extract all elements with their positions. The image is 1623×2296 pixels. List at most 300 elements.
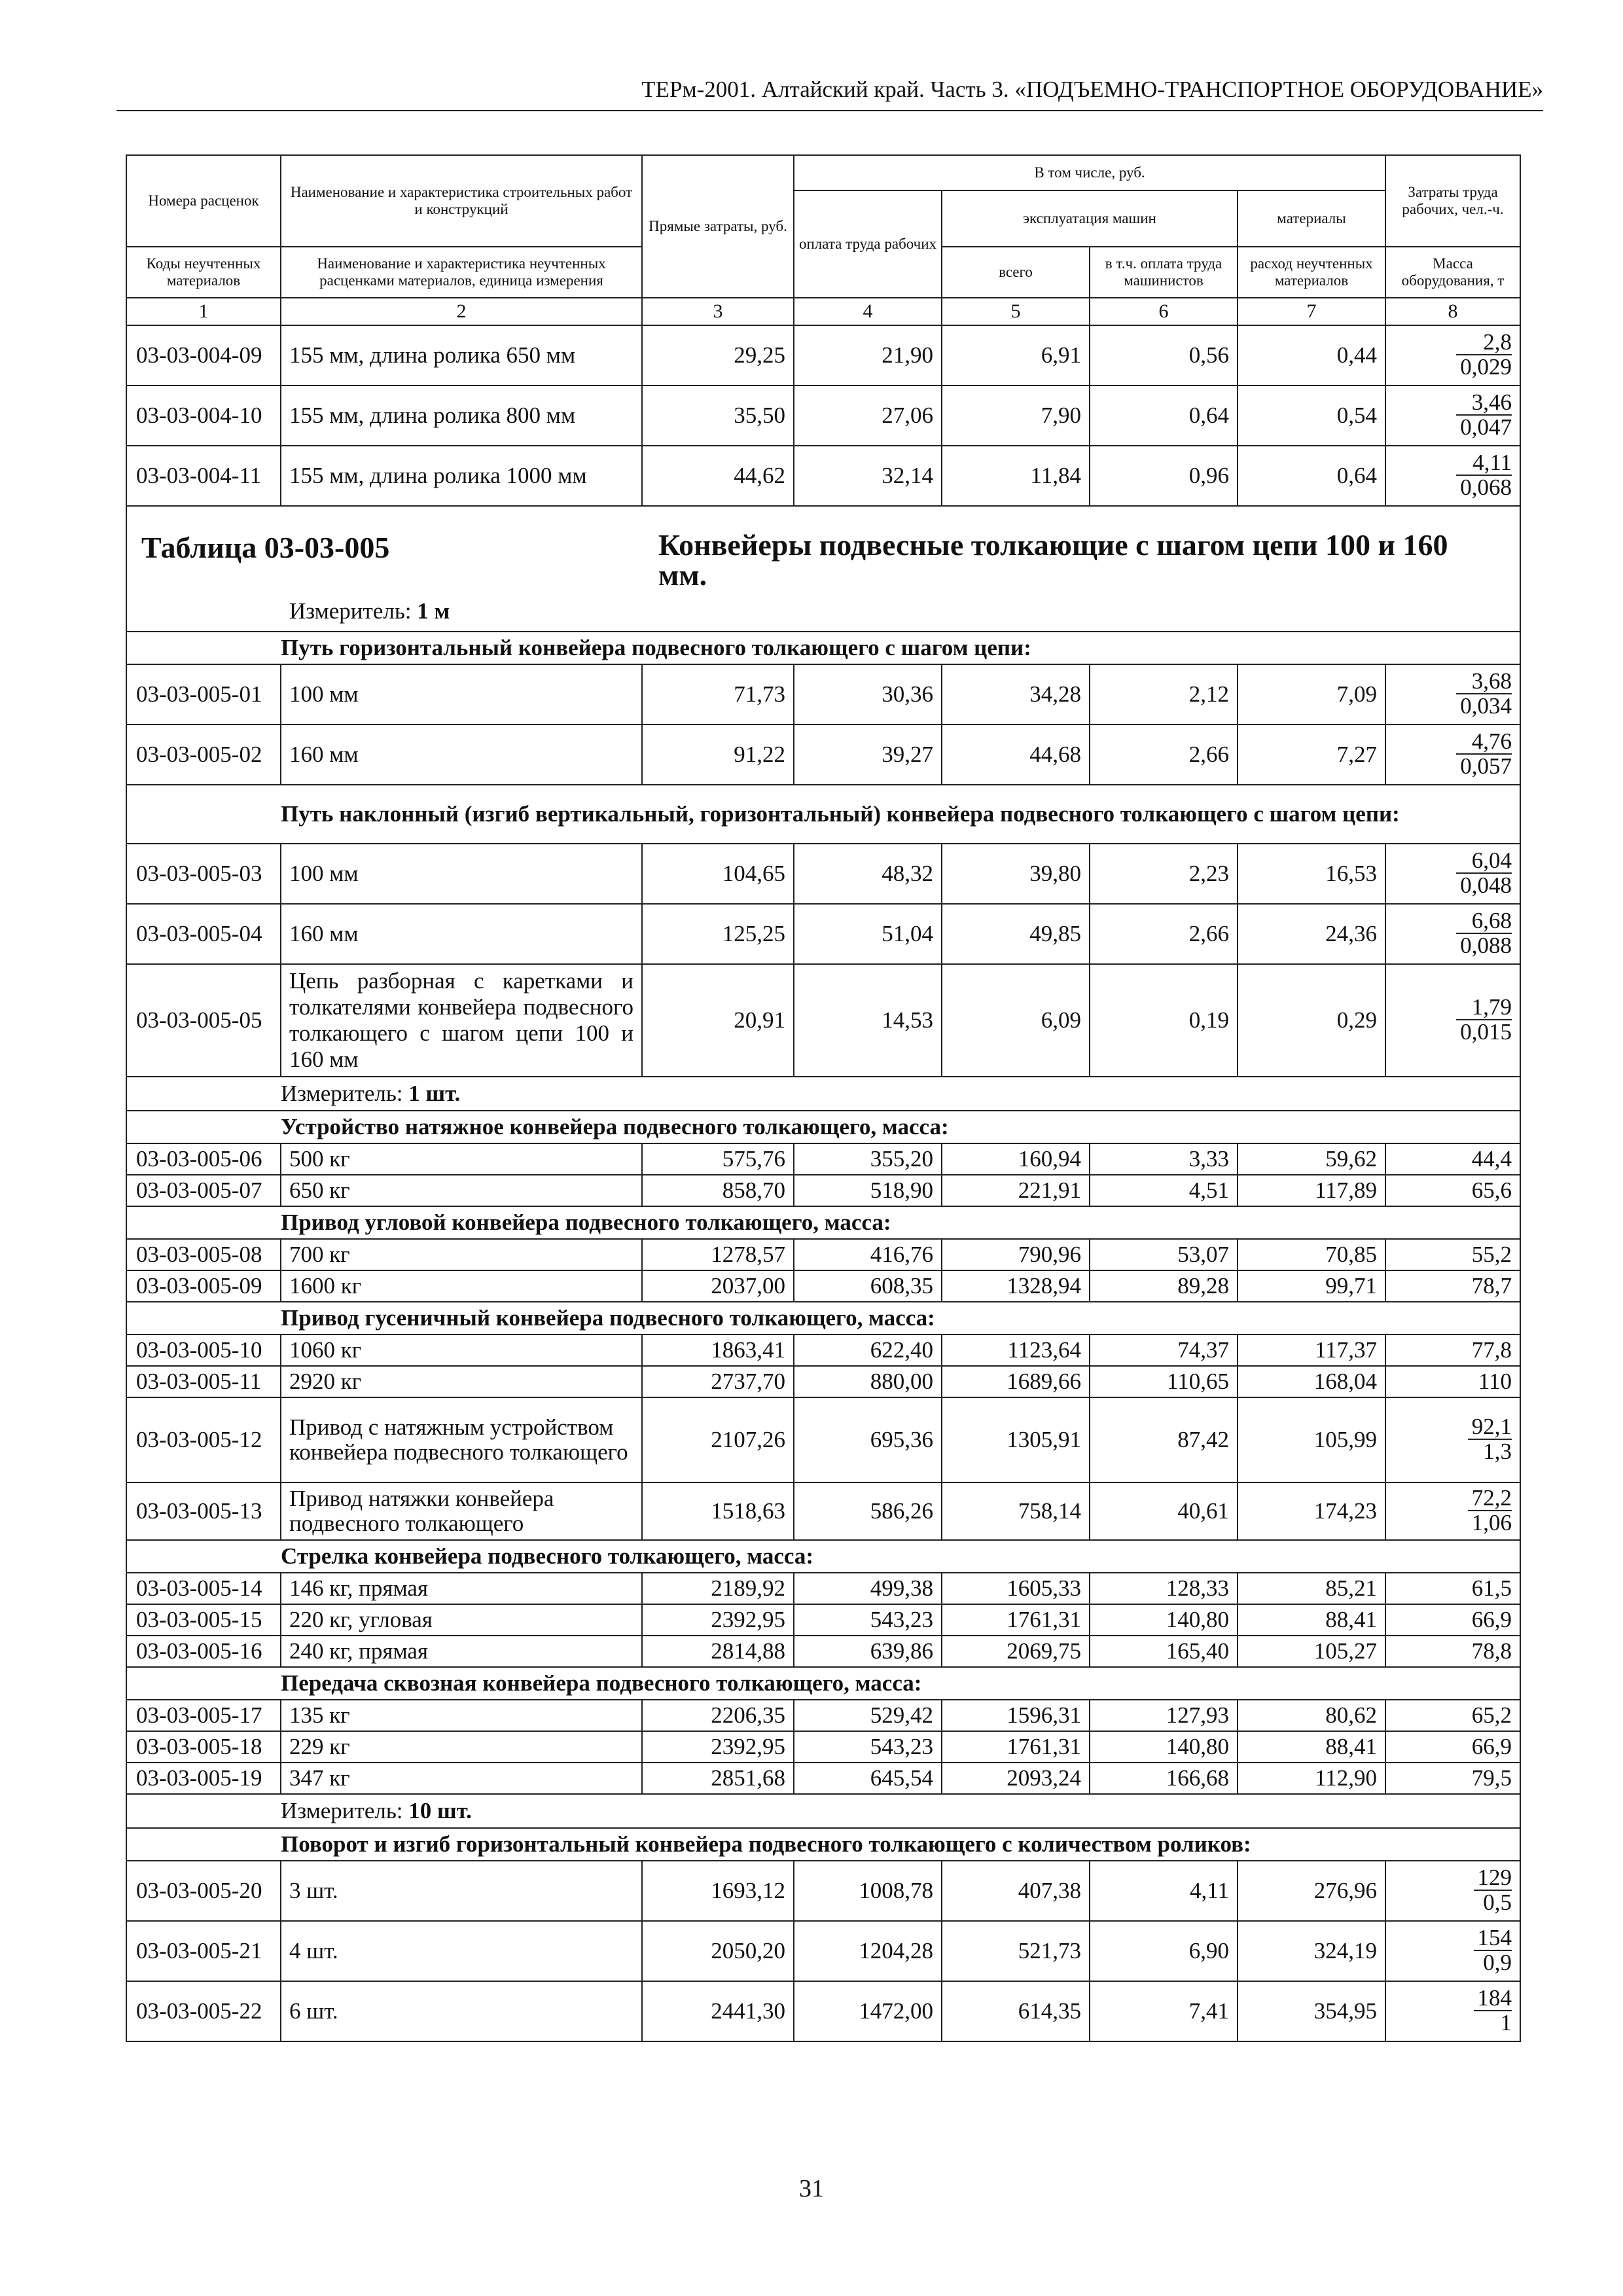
header-code-unacc: Коды неучтенных материалов bbox=[126, 247, 281, 298]
direct-cost: 2441,30 bbox=[642, 1981, 794, 2041]
machines-total: 1761,31 bbox=[942, 1731, 1090, 1763]
rate-name: 100 мм bbox=[281, 664, 642, 725]
machines-total: 2069,75 bbox=[942, 1636, 1090, 1667]
labor-mass-fraction bbox=[1474, 1866, 1512, 1914]
machines-pay: 128,33 bbox=[1090, 1573, 1238, 1604]
section-spacer bbox=[126, 1302, 281, 1335]
direct-cost: 1693,12 bbox=[642, 1861, 794, 1921]
materials: 112,90 bbox=[1238, 1763, 1385, 1794]
labor-mass: 78,8 bbox=[1385, 1636, 1520, 1667]
column-numbers-row bbox=[126, 298, 1520, 325]
direct-cost: 44,62 bbox=[642, 446, 794, 506]
machines-total: 6,09 bbox=[942, 964, 1090, 1077]
materials: 7,09 bbox=[1238, 664, 1385, 725]
mass-value: 0,068 bbox=[1460, 475, 1512, 500]
measure-unit: 1 м bbox=[417, 598, 450, 624]
materials: 0,44 bbox=[1238, 325, 1385, 386]
rate-name: 2920 кг bbox=[281, 1366, 642, 1397]
mass-value: 0,047 bbox=[1460, 414, 1512, 440]
materials: 105,99 bbox=[1238, 1397, 1385, 1482]
table-caption: Конвейеры подвесные толкающие с шагом цепи 100 и 160 мм. bbox=[658, 528, 1448, 592]
table-row bbox=[126, 1604, 1520, 1636]
rate-name: 650 кг bbox=[281, 1175, 642, 1206]
header-direct: Прямые затраты, руб. bbox=[642, 155, 794, 298]
materials: 88,41 bbox=[1238, 1731, 1385, 1763]
machines-total: 39,80 bbox=[942, 844, 1090, 904]
direct-cost: 2392,95 bbox=[642, 1604, 794, 1636]
header-name: Наименование и характеристика строительных работ и конструкций bbox=[281, 155, 642, 247]
rate-name: 155 мм, длина ролика 650 мм bbox=[281, 325, 642, 386]
machines-total: 1761,31 bbox=[942, 1604, 1090, 1636]
machines-pay: 3,33 bbox=[1090, 1143, 1238, 1175]
section-title: Привод гусеничный конвейера подвесного толкающего, масса: bbox=[281, 1302, 1520, 1335]
header-labor: Затраты труда рабочих, чел.-ч. bbox=[1385, 155, 1520, 247]
labor-mass bbox=[1385, 446, 1520, 506]
labor-mass bbox=[1385, 1482, 1520, 1540]
labor-mass bbox=[1385, 725, 1520, 785]
table-row bbox=[126, 1700, 1520, 1731]
machines-total: 49,85 bbox=[942, 904, 1090, 964]
materials: 70,85 bbox=[1238, 1239, 1385, 1270]
section-title: Путь наклонный (изгиб вертикальный, горизонтальный) конвейера подвесного толкающего с шагом цепи: bbox=[281, 785, 1520, 844]
measure-row-3 bbox=[126, 1794, 1520, 1828]
machines-total: 758,14 bbox=[942, 1482, 1090, 1540]
labor-mass-fraction bbox=[1456, 391, 1512, 439]
rate-code: 03-03-004-10 bbox=[126, 386, 281, 446]
labor-mass: 77,8 bbox=[1385, 1335, 1520, 1366]
measure-row-2 bbox=[126, 1077, 1520, 1111]
machines-total: 160,94 bbox=[942, 1143, 1090, 1175]
rate-name: 160 мм bbox=[281, 725, 642, 785]
table-row bbox=[126, 1397, 1520, 1482]
materials: 174,23 bbox=[1238, 1482, 1385, 1540]
labor-mass: 65,6 bbox=[1385, 1175, 1520, 1206]
rate-code: 03-03-005-10 bbox=[126, 1335, 281, 1366]
rate-code: 03-03-005-21 bbox=[126, 1921, 281, 1981]
section-heading-row bbox=[126, 632, 1520, 664]
section-heading-row bbox=[126, 1667, 1520, 1700]
machines-pay: 87,42 bbox=[1090, 1397, 1238, 1482]
labor-mass: 79,5 bbox=[1385, 1763, 1520, 1794]
labor-pay: 543,23 bbox=[794, 1604, 942, 1636]
labor-mass: 61,5 bbox=[1385, 1573, 1520, 1604]
direct-cost: 35,50 bbox=[642, 386, 794, 446]
rate-name: 4 шт. bbox=[281, 1921, 642, 1981]
table-title-row bbox=[126, 506, 1520, 632]
labor-value: 2,8 bbox=[1456, 331, 1512, 355]
machines-pay: 4,11 bbox=[1090, 1861, 1238, 1921]
section-title: Передача сквозная конвейера подвесного толкающего, масса: bbox=[281, 1667, 1520, 1700]
section-heading-row bbox=[126, 1540, 1520, 1573]
materials: 85,21 bbox=[1238, 1573, 1385, 1604]
table-row bbox=[126, 1861, 1520, 1921]
header-machines-total: всего bbox=[942, 247, 1090, 298]
page-number: 31 bbox=[799, 2175, 824, 2202]
section-title: Стрелка конвейера подвесного толкающего, масса: bbox=[281, 1540, 1520, 1573]
machines-total: 1689,66 bbox=[942, 1366, 1090, 1397]
machines-pay: 166,68 bbox=[1090, 1763, 1238, 1794]
section-heading-row bbox=[126, 1302, 1520, 1335]
rate-code: 03-03-005-19 bbox=[126, 1763, 281, 1794]
machines-pay: 89,28 bbox=[1090, 1270, 1238, 1302]
mass-value: 0,034 bbox=[1460, 693, 1512, 719]
rate-code: 03-03-005-02 bbox=[126, 725, 281, 785]
labor-mass-fraction bbox=[1474, 1986, 1512, 2035]
machines-total: 34,28 bbox=[942, 664, 1090, 725]
header-row-1 bbox=[126, 155, 1520, 190]
section-title: Поворот и изгиб горизонтальный конвейера подвесного толкающего с количеством роликов: bbox=[281, 1828, 1520, 1861]
section-spacer bbox=[126, 1667, 281, 1700]
table-row bbox=[126, 1921, 1520, 1981]
labor-pay: 14,53 bbox=[794, 964, 942, 1077]
labor-pay: 27,06 bbox=[794, 386, 942, 446]
machines-total: 1305,91 bbox=[942, 1397, 1090, 1482]
rate-code: 03-03-005-03 bbox=[126, 844, 281, 904]
rate-code: 03-03-005-08 bbox=[126, 1239, 281, 1270]
machines-pay: 53,07 bbox=[1090, 1239, 1238, 1270]
table-row bbox=[126, 1636, 1520, 1667]
materials: 117,37 bbox=[1238, 1335, 1385, 1366]
mass-value: 0,029 bbox=[1460, 354, 1512, 380]
header-code: Номера расценок bbox=[126, 155, 281, 247]
rate-name: 135 кг bbox=[281, 1700, 642, 1731]
rate-code: 03-03-005-18 bbox=[126, 1731, 281, 1763]
materials: 0,64 bbox=[1238, 446, 1385, 506]
labor-value: 6,68 bbox=[1456, 909, 1512, 934]
col-num: 3 bbox=[642, 298, 794, 325]
direct-cost: 2737,70 bbox=[642, 1366, 794, 1397]
labor-value: 72,2 bbox=[1468, 1486, 1512, 1511]
rate-code: 03-03-005-20 bbox=[126, 1861, 281, 1921]
table-row bbox=[126, 325, 1520, 386]
labor-mass bbox=[1385, 1981, 1520, 2041]
machines-pay: 40,61 bbox=[1090, 1482, 1238, 1540]
rate-name: 229 кг bbox=[281, 1731, 642, 1763]
labor-value: 184 bbox=[1474, 1986, 1512, 2011]
direct-cost: 2206,35 bbox=[642, 1700, 794, 1731]
rate-name: 240 кг, прямая bbox=[281, 1636, 642, 1667]
labor-mass bbox=[1385, 964, 1520, 1077]
labor-mass bbox=[1385, 1861, 1520, 1921]
rate-code: 03-03-005-16 bbox=[126, 1636, 281, 1667]
machines-total: 1328,94 bbox=[942, 1270, 1090, 1302]
rate-code: 03-03-005-11 bbox=[126, 1366, 281, 1397]
header-machines: эксплуатация машин bbox=[942, 190, 1238, 247]
measure-label: Измеритель: bbox=[289, 598, 412, 624]
labor-mass-fraction bbox=[1456, 909, 1512, 958]
table-row bbox=[126, 664, 1520, 725]
labor-value: 4,11 bbox=[1456, 451, 1512, 476]
labor-mass: 65,2 bbox=[1385, 1700, 1520, 1731]
section-spacer bbox=[126, 632, 281, 664]
labor-value: 154 bbox=[1474, 1926, 1512, 1951]
col-num: 5 bbox=[942, 298, 1090, 325]
rate-name: 146 кг, прямая bbox=[281, 1573, 642, 1604]
table-row bbox=[126, 1366, 1520, 1397]
rate-code: 03-03-005-06 bbox=[126, 1143, 281, 1175]
materials: 16,53 bbox=[1238, 844, 1385, 904]
labor-mass-fraction bbox=[1456, 849, 1512, 897]
rate-name: 3 шт. bbox=[281, 1861, 642, 1921]
mass-value: 0,5 bbox=[1483, 1890, 1512, 1915]
machines-pay: 127,93 bbox=[1090, 1700, 1238, 1731]
machines-pay: 0,56 bbox=[1090, 325, 1238, 386]
machines-pay: 4,51 bbox=[1090, 1175, 1238, 1206]
rate-name: Привод натяжки конвейера подвесного толкающего bbox=[281, 1482, 642, 1540]
labor-value: 3,46 bbox=[1456, 391, 1512, 416]
rate-name: 1600 кг bbox=[281, 1270, 642, 1302]
col-num: 1 bbox=[126, 298, 281, 325]
labor-pay: 622,40 bbox=[794, 1335, 942, 1366]
materials: 0,54 bbox=[1238, 386, 1385, 446]
rate-code: 03-03-005-14 bbox=[126, 1573, 281, 1604]
mass-value: 0,048 bbox=[1460, 872, 1512, 898]
direct-cost: 2037,00 bbox=[642, 1270, 794, 1302]
labor-value: 6,04 bbox=[1456, 849, 1512, 874]
rate-name: 500 кг bbox=[281, 1143, 642, 1175]
labor-mass bbox=[1385, 1397, 1520, 1482]
header-machines-pay: в т.ч. оплата труда машинистов bbox=[1090, 247, 1238, 298]
mass-value: 0,088 bbox=[1460, 933, 1512, 958]
labor-value: 129 bbox=[1474, 1866, 1512, 1891]
labor-pay: 30,36 bbox=[794, 664, 942, 725]
table-row bbox=[126, 964, 1520, 1077]
machines-total: 614,35 bbox=[942, 1981, 1090, 2041]
section-spacer bbox=[126, 1540, 281, 1573]
table-row bbox=[126, 1981, 1520, 2041]
labor-value: 92,1 bbox=[1468, 1415, 1512, 1440]
machines-pay: 165,40 bbox=[1090, 1636, 1238, 1667]
table-row bbox=[126, 1270, 1520, 1302]
mass-value: 0,015 bbox=[1460, 1019, 1512, 1045]
materials: 80,62 bbox=[1238, 1700, 1385, 1731]
machines-pay: 0,96 bbox=[1090, 446, 1238, 506]
rates-table bbox=[126, 154, 1521, 2042]
direct-cost: 1278,57 bbox=[642, 1239, 794, 1270]
machines-total: 1596,31 bbox=[942, 1700, 1090, 1731]
labor-mass bbox=[1385, 844, 1520, 904]
machines-pay: 110,65 bbox=[1090, 1366, 1238, 1397]
labor-mass: 55,2 bbox=[1385, 1239, 1520, 1270]
labor-pay: 1472,00 bbox=[794, 1981, 942, 2041]
machines-pay: 74,37 bbox=[1090, 1335, 1238, 1366]
labor-pay: 32,14 bbox=[794, 446, 942, 506]
machines-pay: 6,90 bbox=[1090, 1921, 1238, 1981]
table-row bbox=[126, 1239, 1520, 1270]
machines-pay: 2,66 bbox=[1090, 904, 1238, 964]
measure-unit: 10 шт. bbox=[408, 1798, 472, 1823]
labor-pay: 586,26 bbox=[794, 1482, 942, 1540]
rate-code: 03-03-005-22 bbox=[126, 1981, 281, 2041]
mass-value: 0,9 bbox=[1483, 1950, 1512, 1975]
machines-pay: 2,23 bbox=[1090, 844, 1238, 904]
machines-pay: 7,41 bbox=[1090, 1981, 1238, 2041]
col-num: 8 bbox=[1385, 298, 1520, 325]
machines-total: 2093,24 bbox=[942, 1763, 1090, 1794]
labor-mass bbox=[1385, 904, 1520, 964]
labor-mass-fraction bbox=[1456, 996, 1512, 1044]
machines-total: 1123,64 bbox=[942, 1335, 1090, 1366]
col-num: 7 bbox=[1238, 298, 1385, 325]
mass-value: 1,06 bbox=[1471, 1510, 1512, 1535]
table-row bbox=[126, 1573, 1520, 1604]
materials: 105,27 bbox=[1238, 1636, 1385, 1667]
direct-cost: 71,73 bbox=[642, 664, 794, 725]
table-row bbox=[126, 446, 1520, 506]
labor-pay: 695,36 bbox=[794, 1397, 942, 1482]
table-label: Таблица 03-03-005 bbox=[141, 531, 390, 564]
labor-pay: 543,23 bbox=[794, 1731, 942, 1763]
direct-cost: 575,76 bbox=[642, 1143, 794, 1175]
direct-cost: 2392,95 bbox=[642, 1731, 794, 1763]
labor-mass: 110 bbox=[1385, 1366, 1520, 1397]
materials: 117,89 bbox=[1238, 1175, 1385, 1206]
machines-pay: 0,64 bbox=[1090, 386, 1238, 446]
machines-total: 6,91 bbox=[942, 325, 1090, 386]
materials: 276,96 bbox=[1238, 1861, 1385, 1921]
table-row bbox=[126, 1175, 1520, 1206]
section-spacer bbox=[126, 1111, 281, 1143]
rate-name: 6 шт. bbox=[281, 1981, 642, 2041]
labor-pay: 518,90 bbox=[794, 1175, 942, 1206]
section-spacer bbox=[126, 1206, 281, 1239]
labor-mass bbox=[1385, 1921, 1520, 1981]
labor-mass-fraction bbox=[1456, 730, 1512, 778]
header-mass: Масса оборудования, т bbox=[1385, 247, 1520, 298]
labor-mass-fraction bbox=[1456, 670, 1512, 718]
machines-total: 7,90 bbox=[942, 386, 1090, 446]
col-num: 6 bbox=[1090, 298, 1238, 325]
table-row bbox=[126, 1731, 1520, 1763]
rate-code: 03-03-005-01 bbox=[126, 664, 281, 725]
section-heading-row bbox=[126, 1206, 1520, 1239]
direct-cost: 20,91 bbox=[642, 964, 794, 1077]
direct-cost: 125,25 bbox=[642, 904, 794, 964]
labor-pay: 608,35 bbox=[794, 1270, 942, 1302]
labor-pay: 499,38 bbox=[794, 1573, 942, 1604]
header-labor-pay: оплата труда рабочих bbox=[794, 190, 942, 298]
labor-pay: 639,86 bbox=[794, 1636, 942, 1667]
materials: 168,04 bbox=[1238, 1366, 1385, 1397]
labor-pay: 21,90 bbox=[794, 325, 942, 386]
machines-pay: 0,19 bbox=[1090, 964, 1238, 1077]
direct-cost: 2107,26 bbox=[642, 1397, 794, 1482]
direct-cost: 29,25 bbox=[642, 325, 794, 386]
labor-pay: 51,04 bbox=[794, 904, 942, 964]
header-incl: В том числе, руб. bbox=[794, 155, 1385, 190]
rate-name: 100 мм bbox=[281, 844, 642, 904]
rate-code: 03-03-004-09 bbox=[126, 325, 281, 386]
machines-total: 1605,33 bbox=[942, 1573, 1090, 1604]
machines-total: 44,68 bbox=[942, 725, 1090, 785]
section-heading-row bbox=[126, 1828, 1520, 1861]
section-spacer bbox=[126, 1828, 281, 1861]
labor-mass bbox=[1385, 325, 1520, 386]
labor-mass-fraction bbox=[1468, 1415, 1512, 1463]
materials: 59,62 bbox=[1238, 1143, 1385, 1175]
mass-value: 0,057 bbox=[1460, 753, 1512, 779]
measure-unit: 1 шт. bbox=[408, 1081, 461, 1106]
direct-cost: 2050,20 bbox=[642, 1921, 794, 1981]
rate-code: 03-03-005-04 bbox=[126, 904, 281, 964]
direct-cost: 2189,92 bbox=[642, 1573, 794, 1604]
labor-mass-fraction bbox=[1474, 1926, 1512, 1975]
machines-total: 521,73 bbox=[942, 1921, 1090, 1981]
rate-name: 220 кг, угловая bbox=[281, 1604, 642, 1636]
machines-total: 11,84 bbox=[942, 446, 1090, 506]
labor-mass-fraction bbox=[1456, 451, 1512, 499]
machines-total: 221,91 bbox=[942, 1175, 1090, 1206]
direct-cost: 2814,88 bbox=[642, 1636, 794, 1667]
labor-value: 1,79 bbox=[1456, 996, 1512, 1020]
labor-mass-fraction bbox=[1468, 1486, 1512, 1535]
labor-mass bbox=[1385, 386, 1520, 446]
document-title: ТЕРм-2001. Алтайский край. Часть 3. «ПОДЪЕМНО-ТРАНСПОРТНОЕ ОБОРУДОВАНИЕ» bbox=[641, 77, 1543, 102]
labor-mass: 66,9 bbox=[1385, 1604, 1520, 1636]
labor-value: 3,68 bbox=[1456, 670, 1512, 694]
rate-name: 155 мм, длина ролика 1000 мм bbox=[281, 446, 642, 506]
mass-value: 1 bbox=[1500, 2010, 1512, 2036]
header-materials-unacc: расход неучтенных материалов bbox=[1238, 247, 1385, 298]
table-row bbox=[126, 1482, 1520, 1540]
section-heading-row bbox=[126, 1111, 1520, 1143]
section-spacer bbox=[126, 785, 281, 844]
rate-name: Цепь разборная с каретками и толкателями конвейера подвесного толкающего с шагом цепи 100 и 160 мм bbox=[281, 964, 642, 1077]
labor-mass: 66,9 bbox=[1385, 1731, 1520, 1763]
machines-pay: 2,12 bbox=[1090, 664, 1238, 725]
section-title: Устройство натяжное конвейера подвесного толкающего, масса: bbox=[281, 1111, 1520, 1143]
machines-pay: 140,80 bbox=[1090, 1731, 1238, 1763]
machines-total: 790,96 bbox=[942, 1239, 1090, 1270]
table-row bbox=[126, 725, 1520, 785]
measure-line bbox=[289, 598, 450, 624]
direct-cost: 1518,63 bbox=[642, 1482, 794, 1540]
table-row bbox=[126, 904, 1520, 964]
rate-code: 03-03-005-13 bbox=[126, 1482, 281, 1540]
col-num: 2 bbox=[281, 298, 642, 325]
direct-cost: 858,70 bbox=[642, 1175, 794, 1206]
rate-code: 03-03-005-05 bbox=[126, 964, 281, 1077]
rate-name: 700 кг bbox=[281, 1239, 642, 1270]
machines-pay: 2,66 bbox=[1090, 725, 1238, 785]
header-name-unacc: Наименование и характеристика неучтенных расценками материалов, единица измерения bbox=[281, 247, 642, 298]
labor-pay: 880,00 bbox=[794, 1366, 942, 1397]
direct-cost: 1863,41 bbox=[642, 1335, 794, 1366]
labor-pay: 39,27 bbox=[794, 725, 942, 785]
labor-pay: 355,20 bbox=[794, 1143, 942, 1175]
table-row bbox=[126, 386, 1520, 446]
labor-mass: 78,7 bbox=[1385, 1270, 1520, 1302]
rate-name: 160 мм bbox=[281, 904, 642, 964]
section-title: Путь горизонтальный конвейера подвесного толкающего с шагом цепи: bbox=[281, 632, 1520, 664]
measure-label: Измеритель: bbox=[281, 1798, 403, 1823]
rate-code: 03-03-005-09 bbox=[126, 1270, 281, 1302]
table-row bbox=[126, 844, 1520, 904]
materials: 88,41 bbox=[1238, 1604, 1385, 1636]
labor-pay: 645,54 bbox=[794, 1763, 942, 1794]
mass-value: 1,3 bbox=[1483, 1439, 1512, 1464]
materials: 354,95 bbox=[1238, 1981, 1385, 2041]
labor-mass-fraction bbox=[1456, 331, 1512, 379]
labor-pay: 48,32 bbox=[794, 844, 942, 904]
table-row bbox=[126, 1335, 1520, 1366]
direct-cost: 91,22 bbox=[642, 725, 794, 785]
labor-value: 4,76 bbox=[1456, 730, 1512, 755]
rate-code: 03-03-005-17 bbox=[126, 1700, 281, 1731]
materials: 7,27 bbox=[1238, 725, 1385, 785]
labor-pay: 1204,28 bbox=[794, 1921, 942, 1981]
rate-code: 03-03-005-07 bbox=[126, 1175, 281, 1206]
